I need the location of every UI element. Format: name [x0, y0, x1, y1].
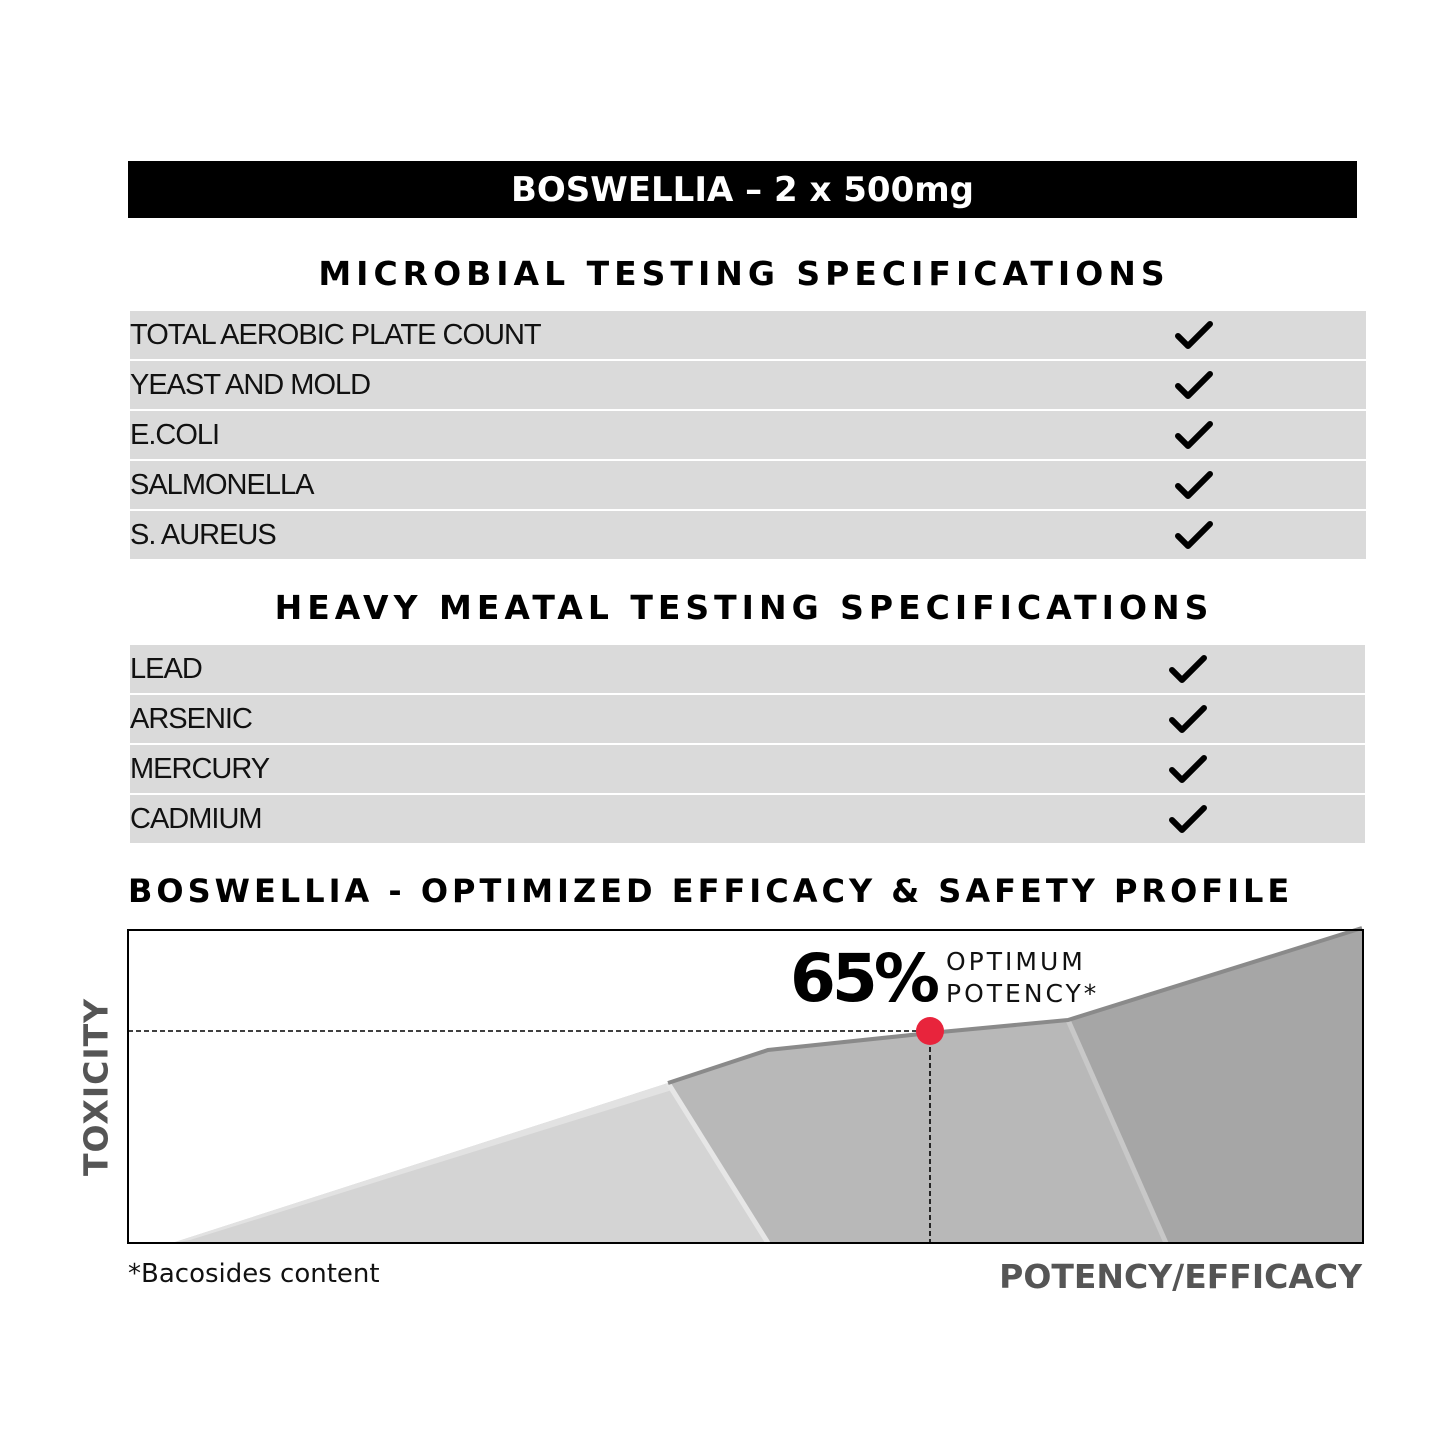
optimum-label: OPTIMUM [946, 947, 1086, 976]
row-label: S. AUREUS [130, 518, 276, 551]
optimum-percent: 65% [790, 940, 936, 1017]
row-label: MERCURY [130, 752, 270, 785]
profile-heading: BOSWELLIA - OPTIMIZED EFFICACY & SAFETY PROFILE [128, 872, 1294, 910]
potency-label: POTENCY* [946, 979, 1100, 1008]
product-title: BOSWELLIA – 2 x 500mg [510, 169, 974, 210]
row-label: SALMONELLA [130, 468, 314, 501]
row-label: YEAST AND MOLD [130, 368, 371, 401]
y-axis-text: TOXICITY [76, 997, 116, 1177]
row-label: TOTAL AEROBIC PLATE COUNT [130, 318, 541, 351]
x-axis-label: POTENCY/EFFICACY [999, 1257, 1362, 1296]
row-label: ARSENIC [130, 702, 252, 735]
footnote: *Bacosides content [128, 1259, 380, 1289]
heavy-metal-heading: HEAVY MEATAL TESTING SPECIFICATIONS [274, 588, 1214, 627]
row-label: CADMIUM [130, 802, 262, 835]
microbial-heading: MICROBIAL TESTING SPECIFICATIONS [318, 254, 1170, 293]
row-label: E.COLI [130, 418, 220, 451]
optimum-marker [916, 1017, 944, 1045]
y-axis-label [66, 997, 126, 1177]
row-label: LEAD [130, 652, 202, 685]
low-potency-area [172, 1083, 768, 1243]
